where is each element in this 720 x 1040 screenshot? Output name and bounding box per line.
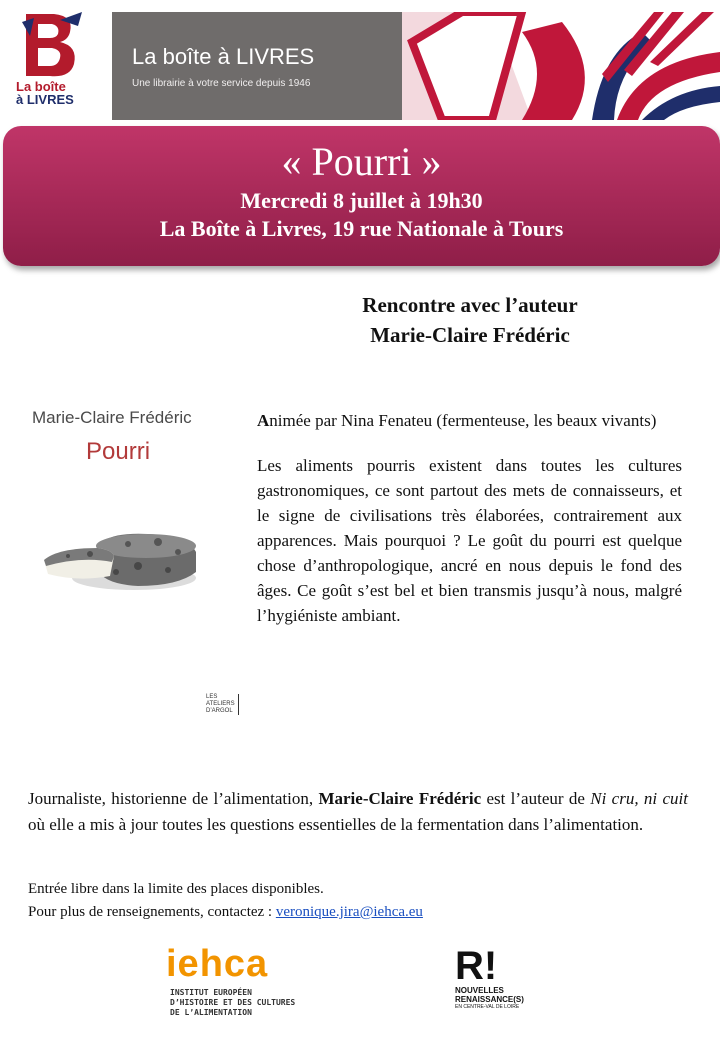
contact-email-link[interactable]: veronique.jira@iehca.eu	[275, 904, 423, 920]
event-title-box	[3, 126, 720, 266]
nr-mark: R!	[455, 944, 498, 988]
bio-author-name: Marie-Claire Frédéric	[318, 789, 482, 808]
logo-line-1: La boîte	[16, 79, 66, 94]
encounter-heading	[300, 290, 640, 350]
iehca-wordmark: iehca	[166, 943, 269, 985]
publisher-line-3: D’ARGOL	[206, 708, 233, 714]
banner-title: La boîte à LIVRES	[132, 44, 315, 69]
event-date: Mercredi 8 juillet à 19h30	[240, 188, 483, 213]
nr-line-3: EN CENTRE-VAL DE LOIRE	[455, 1004, 520, 1010]
entry-note: Entrée libre dans la limite des places disponibles.	[28, 881, 324, 897]
publisher-line-2: ATELIERS	[206, 701, 235, 707]
bio-paragraph	[28, 786, 688, 838]
bio-text-1: Journaliste, historienne de l’alimentation,	[28, 789, 319, 808]
iehca-line-2: D’HISTOIRE ET DES CULTURES	[170, 998, 296, 1007]
author-bio	[28, 786, 688, 838]
iehca-subtitle	[170, 988, 295, 1018]
nouvelles-renaissances-logo	[455, 946, 525, 1026]
iehca-line-3: DE L’ALIMENTATION	[170, 1008, 252, 1017]
encounter-line-1: Rencontre avec l’auteur	[362, 293, 578, 317]
iehca-line-1: INSTITUT EUROPÉEN	[170, 988, 252, 997]
bio-text-3: où elle a mis à jour toutes les questions essentielles de la fermentation dans l’alimentation.	[28, 815, 644, 834]
publisher-line-1: LES	[206, 694, 218, 700]
practical-info	[28, 878, 688, 924]
contact-label: Pour plus de renseignements, contactez :	[28, 904, 276, 920]
contact-line	[28, 901, 688, 924]
moderator-paragraph	[257, 408, 682, 433]
moderator-text: nimée par Nina Fenateu (fermenteuse, les beaux vivants)	[269, 411, 657, 430]
iehca-logo	[166, 944, 326, 1024]
book-cover	[24, 398, 244, 720]
event-title: « Pourri »	[281, 139, 442, 184]
nr-line-1: NOUVELLES	[455, 986, 504, 995]
event-place: La Boîte à Livres, 19 rue Nationale à Tours	[159, 216, 564, 241]
encounter-line-2: Marie-Claire Frédéric	[370, 323, 570, 347]
cover-author: Marie-Claire Frédéric	[32, 408, 192, 427]
banner-book-illustration	[402, 12, 720, 120]
bio-text-2: est l’auteur de	[481, 789, 591, 808]
summary-paragraph: Les aliments pourris existent dans toutes les cultures gastronomiques, ce sont partout des mets de connaisseurs, et le signe de civilisations très élaborées, contrairement aux apparences. Mais pourquoi ? Le goût du pourri est quelque chose d’anthropologique, ancré en nous depuis le fond des âges. Ce goût s’est bel et bien transmis jusqu’à nous, malgré l’hygiéniste ambiant.	[257, 456, 682, 625]
bookshop-logo-mark	[20, 10, 84, 80]
cheese-image	[38, 526, 208, 596]
banner-subtitle: Une librairie à votre service depuis 1946	[132, 78, 311, 89]
cover-title: Pourri	[86, 438, 151, 465]
moderator-initial: A	[257, 411, 270, 430]
publisher-logo	[206, 694, 239, 715]
bookshop-logo-text	[16, 80, 100, 106]
header-banner	[112, 12, 402, 120]
logo-line-2: à LIVRES	[16, 92, 74, 107]
bio-book-title: Ni cru, ni cuit	[590, 789, 688, 808]
bookshop-logo	[12, 8, 98, 120]
nr-line-2: RENAISSANCE(S)	[455, 995, 524, 1004]
event-description	[257, 408, 682, 648]
